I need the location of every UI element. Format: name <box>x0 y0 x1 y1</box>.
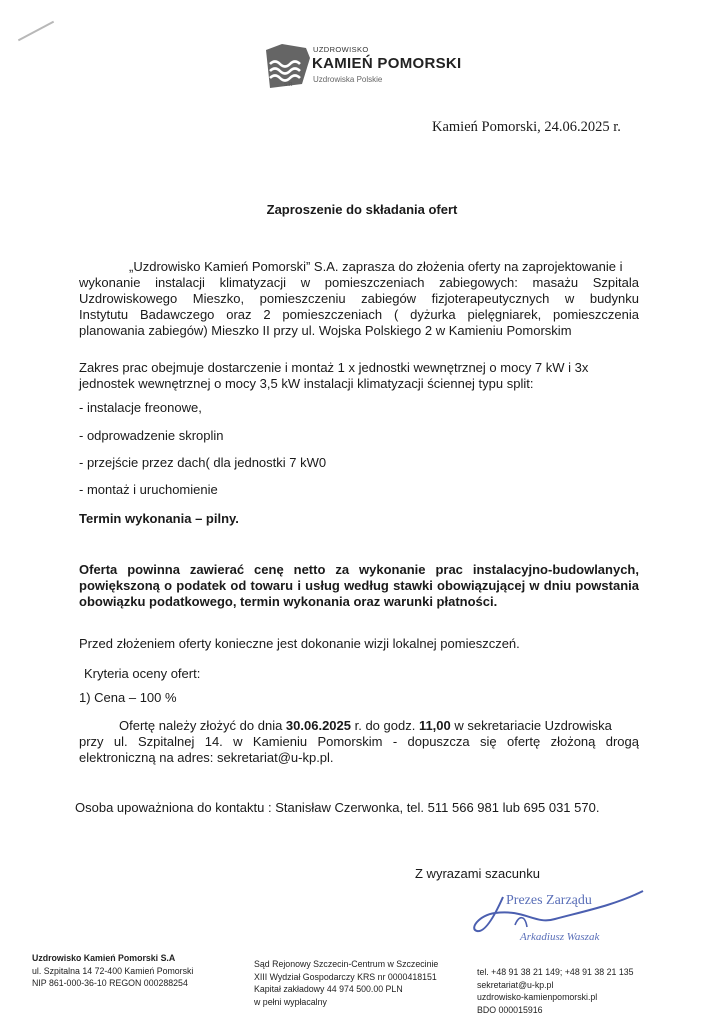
logo-name: KAMIEŃ POMORSKI <box>312 55 462 72</box>
offer-paragraph <box>79 562 639 610</box>
footer-website: uzdrowisko-kamienpomorski.pl <box>477 992 598 1002</box>
submission-paragraph <box>79 718 639 766</box>
submission-line-2: przy ul. Szpitalnej 14. w Kamieniu Pomorskim - dopuszcza się ofertę złożoną drogą <box>79 734 639 749</box>
signature-title: Prezes Zarządu <box>506 893 592 908</box>
footer-email: sekretariat@u-kp.pl <box>477 979 554 990</box>
work-item: - montaż i uruchomienie <box>79 482 218 497</box>
inspection-note: Przed złożeniem oferty konieczne jest dokonanie wizji lokalnej pomieszczeń. <box>79 636 520 651</box>
submission-line-3: elektroniczną na adres: sekretariat@u-kp.pl. <box>79 750 334 765</box>
intro-line: „Uzdrowisko Kamień Pomorski” S.A. zaprasza do złożenia oferty na zaprojektowanie i <box>129 259 623 274</box>
submission-text: r. do godz. <box>351 718 419 733</box>
contact-person: Osoba upoważniona do kontaktu : Stanisław Czerwonka, tel. 511 566 981 lub 695 031 570. <box>75 800 600 815</box>
submission-date: 30.06.2025 <box>285 718 351 733</box>
deadline: Termin wykonania – pilny. <box>79 511 239 526</box>
work-item: - odprowadzenie skroplin <box>79 428 224 443</box>
submission-time: 11,00 <box>418 718 451 733</box>
signature-name: Arkadiusz Waszak <box>520 931 600 943</box>
footer-registry <box>254 958 438 1008</box>
document-date: Kamień Pomorski, 24.06.2025 r. <box>432 119 621 135</box>
criteria-item: 1) Cena – 100 % <box>79 690 177 705</box>
intro-line: Uzdrowiskowego Mieszko, pomieszczeniu zabiegów fizjoterapeutycznych w budynku <box>79 291 639 306</box>
scan-mark <box>18 21 54 42</box>
criteria-label: Kryteria oceny ofert: <box>84 666 201 681</box>
intro-line: Instytutu Badawczego oraz 2 pomieszczeniach ( dyżurka pielęgniarek, pomieszczenia <box>79 307 639 322</box>
intro-line: wykonanie instalacji klimatyzacji w pomieszczeniach zabiegowych: masażu Szpitala <box>79 275 639 290</box>
footer-bdo: BDO 000015916 <box>477 1004 543 1015</box>
intro-paragraph <box>79 259 639 339</box>
footer-registry-line: XIII Wydział Gospodarczy KRS nr 0000418151 <box>254 971 437 982</box>
submission-text: Ofertę należy złożyć do dnia <box>119 718 286 733</box>
footer-ids: NIP 861-000-36-10 REGON 000288254 <box>32 978 188 988</box>
scope-line: jednostek wewnętrznej o mocy 3,5 kW instalacji klimatyzacji ściennej typu split: <box>79 376 534 391</box>
footer-address: ul. Szpitalna 14 72-400 Kamień Pomorski <box>32 965 194 976</box>
offer-line: Oferta powinna zawierać cenę netto za wykonanie prac instalacyjno-budowlanych, <box>79 562 639 577</box>
offer-line: powiększoną o podatek od towaru i usług według stawki obowiązującej w dniu powstania <box>79 578 639 593</box>
scope-line: Zakres prac obejmuje dostarczenie i montaż 1 x jednostki wewnętrznej o mocy 7 kW i 3x <box>79 360 589 375</box>
submission-line-1 <box>79 718 639 734</box>
footer-company <box>32 952 193 990</box>
scope-paragraph <box>79 360 639 392</box>
work-item: - przejście przez dach( dla jednostki 7 kW0 <box>79 455 327 470</box>
footer-registry-line: Kapitał zakładowy 44 974 500.00 PLN <box>254 984 403 994</box>
work-item: - instalacje freonowe, <box>79 400 202 415</box>
footer-contact <box>477 966 634 1016</box>
footer-registry-line: w pełni wypłacalny <box>254 996 327 1007</box>
logo-badge: SIR <box>284 82 293 88</box>
offer-line: obowiązku podatkowego, termin wykonania oraz warunki płatności. <box>79 594 498 609</box>
submission-text: w sekretariacie Uzdrowiska <box>450 718 612 733</box>
footer-registry-line: Sąd Rejonowy Szczecin-Centrum w Szczecinie <box>254 959 439 969</box>
footer-phone: tel. +48 91 38 21 149; +48 91 38 21 135 <box>477 967 634 977</box>
document-title: Zaproszenie do składania ofert <box>266 202 458 217</box>
logo-subtitle: Uzdrowiska Polskie <box>313 75 383 84</box>
logo-small-text: UZDROWISKO <box>313 45 369 54</box>
intro-line: planowania zabiegów) Mieszko II przy ul. Wojska Polskiego 2 w Kamieniu Pomorskim <box>79 323 572 338</box>
closing: Z wyrazami szacunku <box>415 866 540 881</box>
footer-company-name: Uzdrowisko Kamień Pomorski S.A <box>32 953 176 963</box>
